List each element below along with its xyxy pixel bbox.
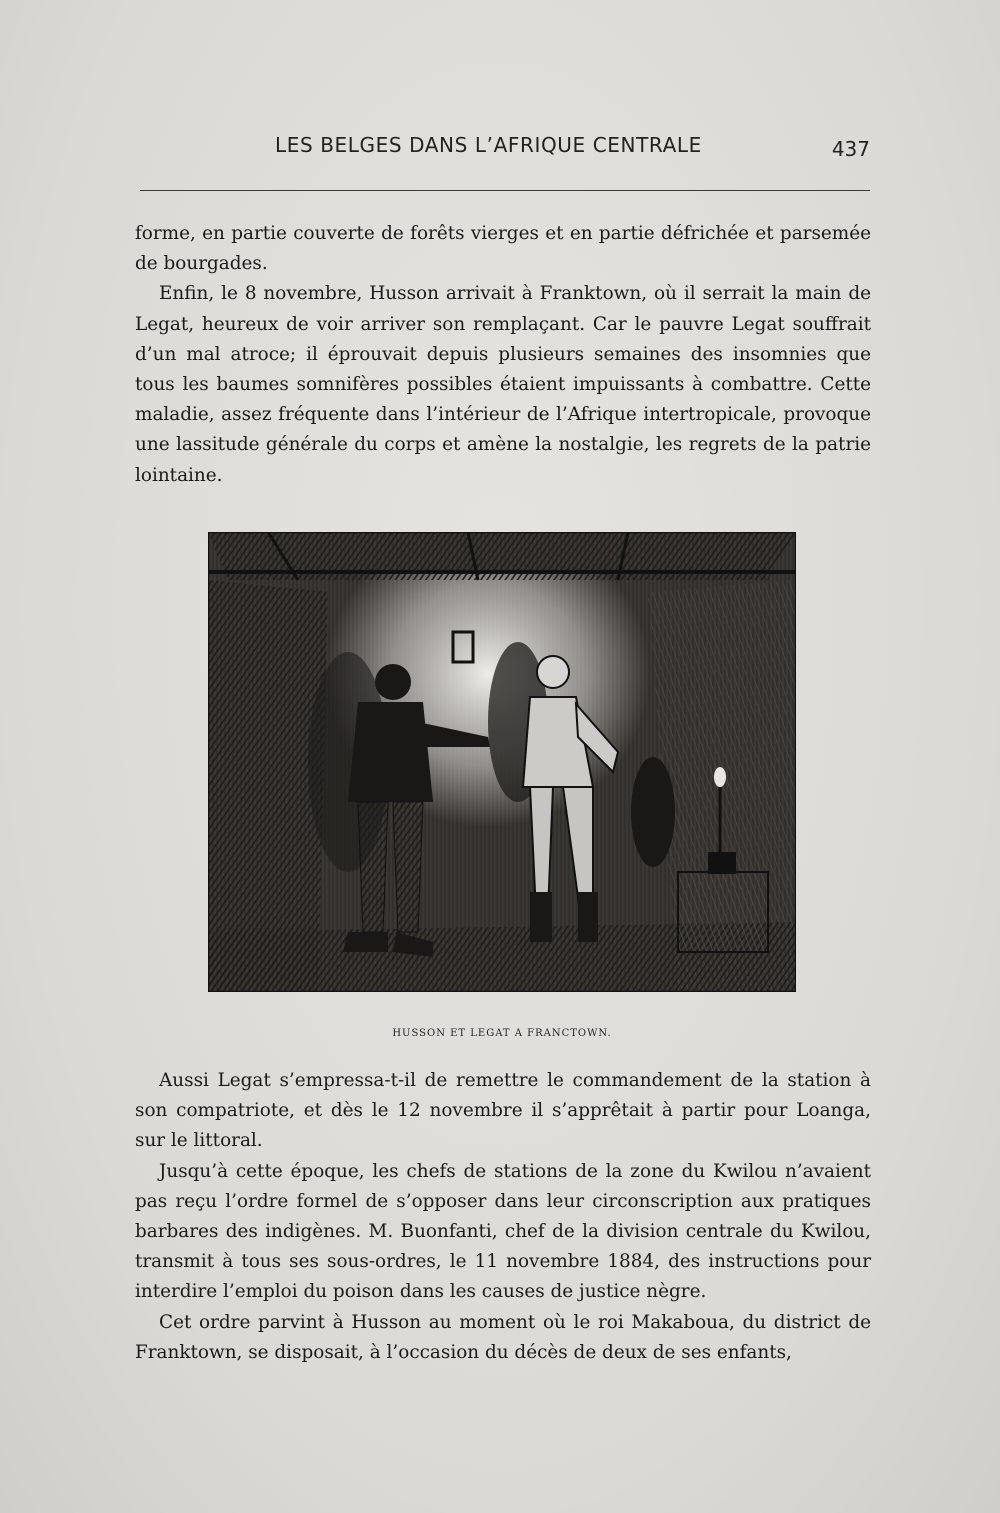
engraving-illustration [208,532,796,992]
page-number: 437 [831,137,870,161]
paragraph: Enfin, le 8 novembre, Husson arrivait à Franktown, où il serrait la main de Legat, heureux de voir arriver son remplaçant. Car le pauvre Legat souffrait d’un mal atroce; il éprouvait depuis plusieurs semaines des insomnies que tous les baumes somnifères possibles étaient impuissants à combattre. Cette maladie, assez fréquente dans l’intérieur de l’Afrique intertropicale, provoque une lassitude générale du corps et amène la nostalgie, les regrets de la patrie lointaine. [135,283,871,486]
running-title: LES BELGES DANS L’AFRIQUE CENTRALE [275,133,702,157]
text-before-figure [135,219,871,491]
text-after-figure [135,1066,871,1368]
running-head [140,133,870,165]
engraving-husson-and-legat [208,532,796,992]
paragraph: Aussi Legat s’empressa-t-il de remettre le commandement de la station à son compatriote, et dès le 12 novembre il s’apprêtait à partir pour Loanga, sur le littoral. [135,1070,871,1152]
paragraph: Jusqu’à cette époque, les chefs de stations de la zone du Kwilou n’avaient pas reçu l’ordre formel de s’opposer dans leur circonscription aux pratiques barbares des indigènes. M. Buonfanti, chef de la division centrale du Kwilou, transmit à tous ses sous-ordres, le 11 novembre 1884, des instructions pour interdire l’emploi du poison dans les causes de justice nègre. [135,1160,871,1303]
paragraph: forme, en partie couverte de forêts vierges et en partie défrichée et parsemée de bourgades. [135,223,871,275]
figure-caption: HUSSON ET LEGAT A FRANCTOWN. [392,1028,612,1039]
header-rule [140,190,870,191]
paragraph: Cet ordre parvint à Husson au moment où le roi Makaboua, du district de Franktown, se disposait, à l’occasion du décès de deux de ses enfants, [135,1311,871,1363]
